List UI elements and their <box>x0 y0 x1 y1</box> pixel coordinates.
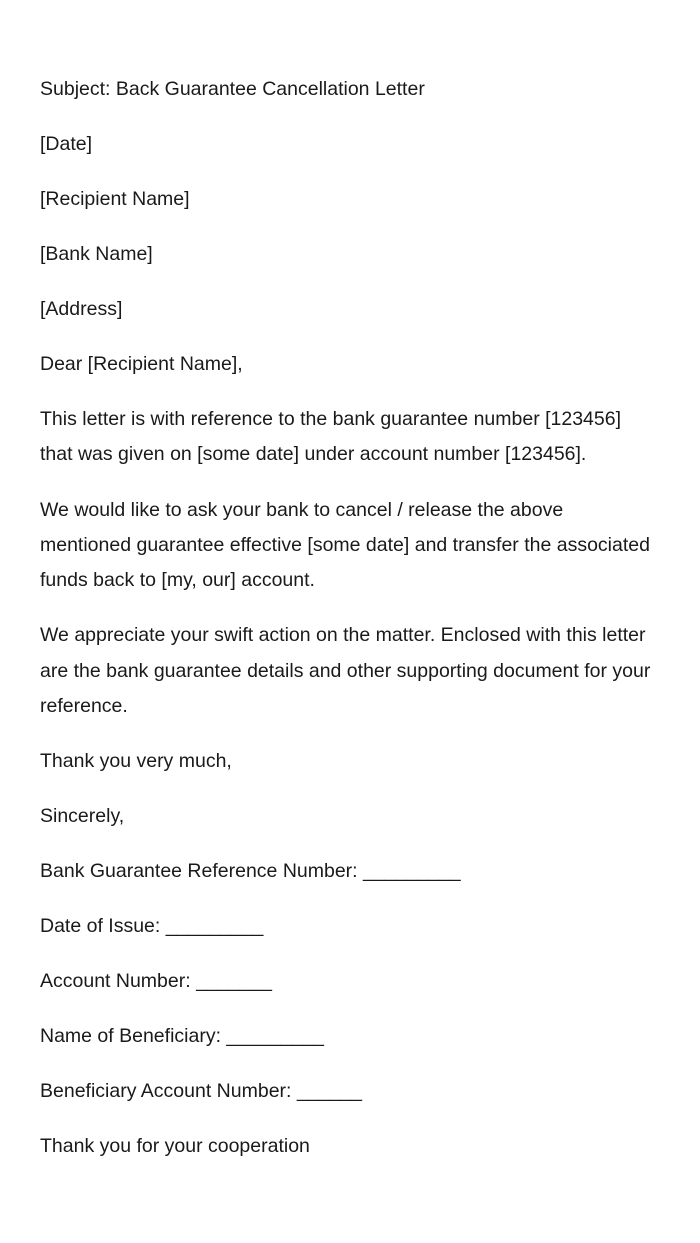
recipient-name: [Recipient Name] <box>40 188 190 210</box>
body-paragraph-reference: This letter is with reference to the bank guarantee number [123456] that was given on [some date] under account number [123456]. <box>40 408 622 466</box>
date-of-issue-field: Date of Issue: _________ <box>40 915 264 938</box>
body-paragraph-request: We would like to ask your bank to cancel / release the above mentioned guarantee effective [some date] and transfer the associated funds back to [my, our] account. <box>40 498 650 592</box>
recipient-address: [Address] <box>40 298 123 320</box>
beneficiary-name-field: Name of Beneficiary: _________ <box>40 1025 325 1048</box>
thanks-line: Thank you very much, <box>40 750 232 773</box>
final-note: Thank you for your cooperation <box>40 1135 310 1158</box>
bank-name: [Bank Name] <box>40 243 153 265</box>
account-number-field: Account Number: _______ <box>40 970 272 993</box>
letter-date: [Date] <box>40 133 93 155</box>
beneficiary-account-field: Beneficiary Account Number: ______ <box>40 1080 362 1103</box>
closing-line: Sincerely, <box>40 805 125 828</box>
salutation: Dear [Recipient Name], <box>40 353 243 375</box>
letter-subject: Subject: Back Guarantee Cancellation Letter <box>40 78 425 100</box>
body-paragraph-enclosure: We appreciate your swift action on the matter. Enclosed with this letter are the bank guarantee details and other supporting document for your reference. <box>40 624 651 718</box>
reference-number-field: Bank Guarantee Reference Number: _________ <box>40 860 461 883</box>
